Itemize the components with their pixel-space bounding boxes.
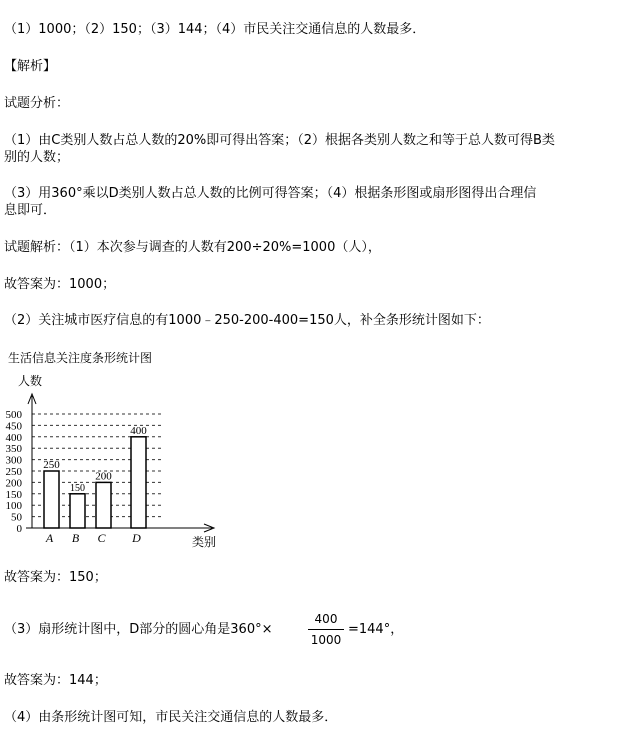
fraction-numerator: 400 — [314, 612, 338, 626]
thought-heading: 试题分析： — [4, 96, 70, 111]
y-axis-label: 人数 — [18, 374, 43, 388]
bar-b — [70, 494, 85, 528]
y-tick-label: 450 — [5, 420, 22, 433]
y-tick-label: 100 — [5, 500, 22, 513]
fraction-bar — [308, 629, 344, 630]
thought-line-1a: （1）由C类别人数占总人数的20%即可得出答案；（2）根据各类别人数之和等于总人数可得B类 — [4, 133, 555, 148]
answer-1: 故答案为：1000； — [4, 277, 116, 292]
answer-3: 故答案为：144； — [4, 673, 107, 688]
fraction-denominator: 1000 — [310, 633, 342, 647]
y-tick-label: 250 — [5, 466, 22, 478]
bar-c — [96, 482, 111, 528]
thought-line-2a: （3）用360°乘以D类别人数占总人数的比例可得答案；（4）根据条形图或扇形图得出合理信 — [4, 186, 537, 201]
y-tick-label: 150 — [5, 488, 22, 501]
x-category-label: A — [45, 531, 54, 545]
solution-4: （4）由条形统计图可知，市民关注交通信息的人数最多． — [4, 710, 338, 725]
y-tick-label: 200 — [5, 477, 22, 490]
answer-2: 故答案为：150； — [4, 570, 107, 585]
solution-1: 试题解析：（1）本次参与调查的人数有200÷20%=1000（人）， — [4, 240, 381, 255]
bar-chart — [0, 0, 240, 560]
thought-line-1b: 别的人数； — [4, 150, 70, 165]
chart-title: 生活信息关注度条形统计图 — [8, 351, 153, 365]
y-tick-label: 300 — [5, 454, 22, 467]
x-category-label: B — [71, 531, 80, 545]
x-category-label: D — [132, 531, 141, 545]
bar-value-label: 200 — [95, 470, 112, 483]
bar-a — [44, 471, 59, 528]
analysis-heading: 【解析】 — [4, 59, 57, 74]
solution-2: （2）关注城市医疗信息的有1000﹣250-200-400=150人，补全条形统计图如下： — [4, 313, 490, 328]
x-category-label: C — [97, 531, 106, 545]
x-axis-label: 类别 — [192, 535, 217, 549]
bar-value-label: 400 — [130, 424, 147, 437]
answer-summary: （1）1000；（2）150；（3）144；（4）市民关注交通信息的人数最多． — [4, 22, 426, 37]
solution-3-suffix: =144°， — [348, 622, 404, 637]
bar-value-label: 250 — [43, 459, 60, 471]
bar-d — [131, 437, 146, 528]
thought-line-2b: 息即可． — [4, 203, 57, 218]
y-tick-label: 500 — [5, 409, 22, 421]
y-tick-label: 0 — [16, 523, 22, 535]
y-tick-label: 400 — [5, 431, 22, 444]
solution-3-prefix: （3）扇形统计图中，D部分的圆心角是360°× — [4, 622, 273, 637]
y-tick-label: 50 — [11, 511, 22, 524]
y-tick-label: 350 — [5, 443, 22, 456]
bar-value-label: 150 — [70, 482, 85, 494]
